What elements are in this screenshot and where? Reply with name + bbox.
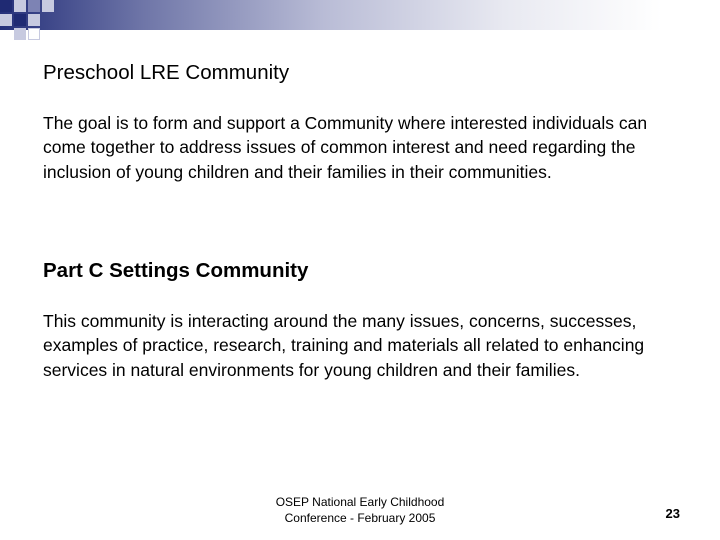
decorative-squares [0,0,60,50]
decor-square [28,14,40,26]
decor-square [0,0,12,12]
decor-square [14,0,26,12]
section-body-preschool-lre: The goal is to form and support a Community where interested individuals can come together to address issues of common interest and need regarding the inclusion of young children and their families in their communities. [43,113,648,182]
decor-square [28,28,40,40]
footer-conference [250,494,470,526]
decor-square [14,28,26,40]
footer-line-1: OSEP National Early Childhood [275,495,445,509]
decor-square [0,14,12,26]
footer-line-2: Conference - February 2005 [284,511,436,525]
decor-square [14,14,26,26]
section-body-part-c: This community is interacting around the many issues, concerns, successes, examples of practice, research, training and materials all related to enhancing services in natural environments for young children and their families. [43,311,645,380]
section-heading-preschool-lre: Preschool LRE Community [43,61,290,84]
page-number: 23 [665,506,680,521]
decor-square [42,0,54,12]
decor-square [28,0,40,12]
title-gradient-band [0,0,720,30]
section-heading-part-c: Part C Settings Community [43,259,309,282]
